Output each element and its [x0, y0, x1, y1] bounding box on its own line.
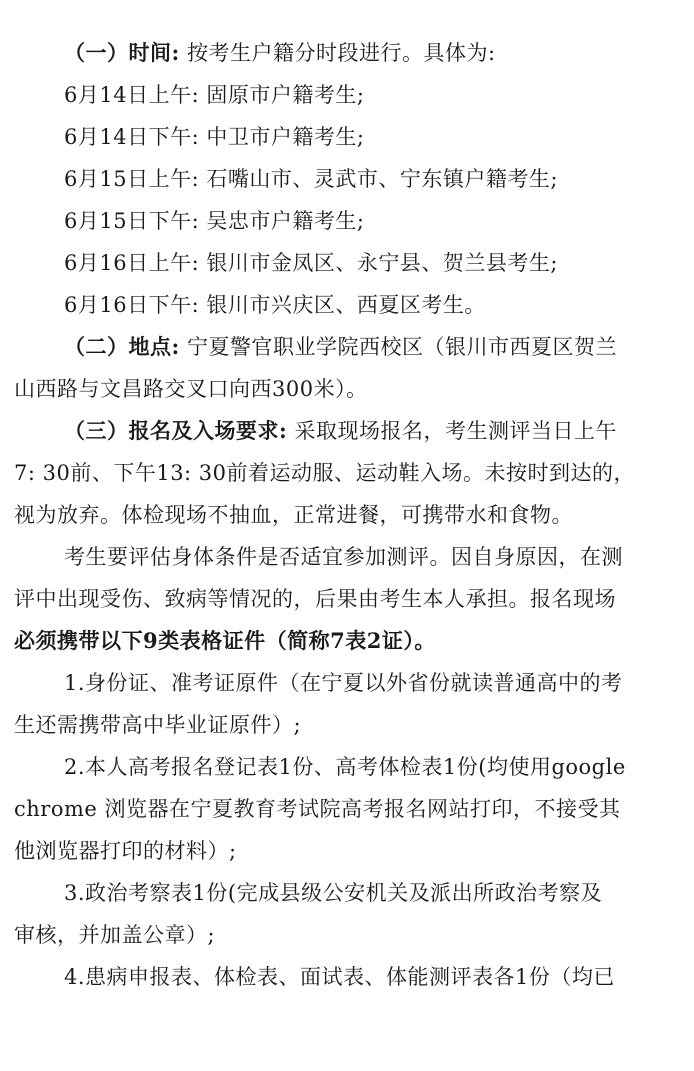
section-2-heading-line	[0, 332, 694, 362]
schedule-line-1: 6月14日上午: 固原市户籍考生;	[64, 83, 365, 107]
section-1-heading-line	[0, 38, 694, 68]
schedule-line-4: 6月15日下午: 吴忠市户籍考生;	[64, 209, 365, 233]
section-1-label: （一）时间:	[64, 40, 180, 65]
item-3-line-2: 审核，并加盖公章）;	[14, 923, 216, 947]
section-2-text: 宁夏警官职业学院西校区（银川市西夏区贺兰	[186, 335, 617, 359]
location-line-2: 山西路与文昌路交叉口向西300米）。	[14, 377, 368, 401]
item-2-line-3: 他浏览器打印的材料）;	[14, 839, 237, 863]
section-3-label: （三）报名及入场要求:	[64, 418, 288, 443]
section-2-label: （二）地点:	[64, 334, 180, 359]
schedule-line-2: 6月14日下午: 中卫市户籍考生;	[64, 125, 365, 149]
item-1-line-2: 生还需携带高中毕业证原件）;	[14, 713, 302, 737]
item-1-line-1: 1.身份证、准考证原件（在宁夏以外省份就读普通高中的考	[64, 671, 623, 695]
item-2-line-2: chrome 浏览器在宁夏教育考试院高考报名网站打印，不接受其	[14, 797, 621, 821]
schedule-line-3: 6月15日上午: 石嘴山市、灵武市、宁东镇户籍考生;	[64, 167, 558, 191]
schedule-line-6: 6月16日下午: 银川市兴庆区、西夏区考生。	[64, 293, 486, 317]
assessment-line-1: 考生要评估身体条件是否适宜参加测评。因自身原因，在测	[64, 545, 623, 569]
required-documents-line: 必须携带以下9类表格证件（简称7表2证）。	[14, 628, 436, 653]
item-2-line-1: 2.本人高考报名登记表1份、高考体检表1份(均使用google	[64, 755, 626, 779]
section-3-text: 采取现场报名，考生测评当日上午	[294, 419, 617, 443]
item-4-line-1: 4.患病申报表、体检表、面试表、体能测评表各1份（均已	[64, 965, 615, 989]
requirements-line-2: 7: 30前、下午13: 30前着运动服、运动鞋入场。未按时到达的，	[14, 461, 636, 485]
section-1-text: 按考生户籍分时段进行。具体为:	[186, 41, 496, 65]
assessment-line-2: 评中出现受伤、致病等情况的，后果由考生本人承担。报名现场	[14, 587, 616, 611]
requirements-line-3: 视为放弃。体检现场不抽血，正常进餐，可携带水和食物。	[14, 503, 573, 527]
schedule-line-5: 6月16日上午: 银川市金凤区、永宁县、贺兰县考生;	[64, 251, 558, 275]
section-3-heading-line	[0, 416, 694, 446]
item-3-line-1: 3.政治考察表1份(完成县级公安机关及派出所政治考察及	[64, 881, 603, 905]
